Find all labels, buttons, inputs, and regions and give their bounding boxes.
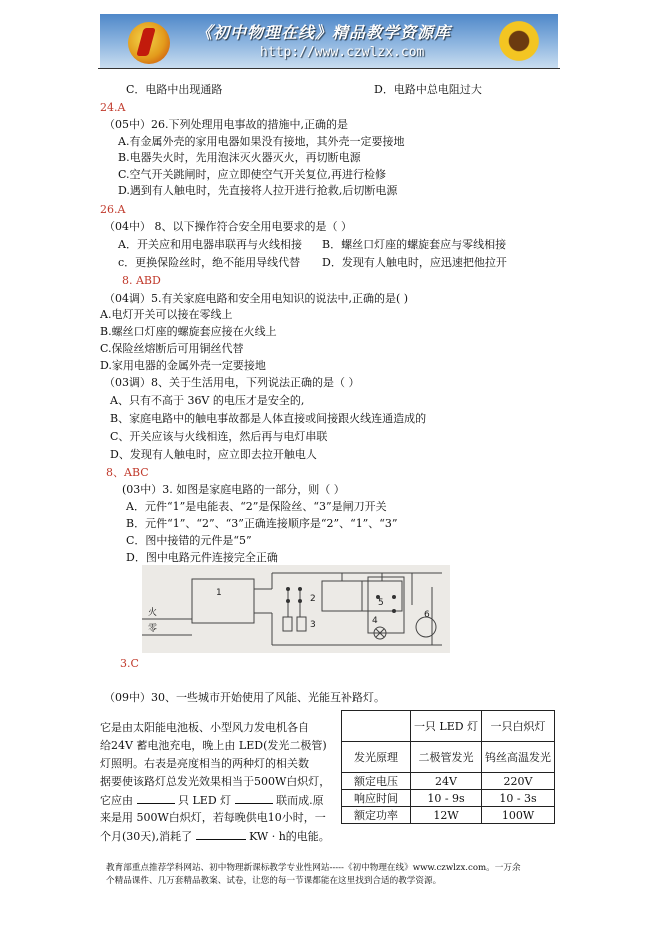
q5-option-a: A.电灯开关可以接在零线上 [100,308,233,321]
option-c: C．电路中出现通路 [126,83,223,96]
q3-option-d: D．图中电路元件连接完全正确 [126,551,278,564]
q8b-option-a: A、只有不高于 36V 的电压才是安全的, [110,394,305,407]
para-line-1: 它是由太阳能电池板、小型风力发电机各自 [100,721,309,734]
answer-24: 24.A [100,101,126,114]
para-5-part-a: 它应由 [100,794,133,807]
question-26: （05中）26.下列处理用电事故的措施中,正确的是 [104,118,348,131]
answer-8b: 8、ABC [106,466,149,479]
table-corner-cell [342,711,411,742]
table-cell: 100W [482,807,555,824]
label-5: 5 [378,598,384,608]
q26-option-d: D.遇到有人触电时，先直接将人拉开进行抢救,后切断电源 [118,184,398,197]
lamp-comparison-table [341,710,555,824]
answer-blank-energy[interactable] [196,828,246,840]
table-cell: 220V [482,773,555,790]
question-5: （04调）5.有关家庭电路和安全用电知识的说法中,正确的是( ) [104,292,409,305]
option-d: D．电路中总电阻过大 [374,83,482,96]
banner-url[interactable]: http://www.czwlzx.com [260,45,425,60]
label-2: 2 [310,594,316,604]
site-logo [128,22,170,64]
table-cell: 10 - 3s [482,790,555,807]
circuit-diagram [142,565,450,653]
sunflower-image [496,18,542,64]
table-row [342,807,555,824]
q8b-option-c: C、开关应该与火线相连，然后再与电灯串联 [110,430,328,443]
table-cell: 响应时间 [342,790,411,807]
para-line-3: 灯照明。右表是亮度相当的两种灯的相关数 [100,757,309,770]
label-6: 6 [424,610,430,620]
banner-title: 《初中物理在线》精品教学资源库 [196,23,452,42]
table-cell: 24V [411,773,482,790]
table-row [342,711,555,742]
para-7-part-a: 个月(30天),消耗了 [100,830,193,843]
table-row [342,773,555,790]
para-5-part-c: 联而成.原 [276,794,324,807]
q8a-option-d: D．发现有人触电时，应迅速把他拉开 [322,256,507,269]
table-cell: 12W [411,807,482,824]
para-line-6: 来是用 500W白炽灯，若每晚供电10小时，一 [100,811,326,824]
question-30: （09中）30、一些城市开始使用了风能、光能互补路灯。 [104,691,385,704]
table-row [342,742,555,773]
q8a-option-b: B．螺丝口灯座的螺旋套应与零线相接 [322,238,507,251]
para-7-part-b: KW · h的电能。 [249,830,330,843]
para-5-part-b: 只 LED 灯 [178,794,232,807]
table-cell: 钨丝高温发光 [482,742,555,773]
answer-26: 26.A [100,203,126,216]
q26-option-a: A.有金属外壳的家用电器如果没有接地，其外壳一定要接地 [118,135,405,148]
table-cell: 发光原理 [342,742,411,773]
question-8a: （04中） 8、以下操作符合安全用电要求的是（ ） [104,220,352,233]
label-4: 4 [372,616,378,626]
q26-option-c: C.空气开关跳闸时，应立即使空气开关复位,再进行检修 [118,168,387,181]
answer-blank-count[interactable] [137,792,175,804]
q8a-option-a: A．开关应和用电器串联再与火线相接 [118,238,302,251]
header-banner [100,14,558,68]
footer-line-2: 个精品课件、几万套精品教案、试卷，让您的每一节课都能在这里找到合适的教学资源。 [106,876,442,886]
label-1: 1 [216,588,222,598]
answer-8a: 8. ABD [122,274,161,287]
table-row [342,790,555,807]
para-line-4: 据要使该路灯总发光效果相当于500W白炽灯， [100,775,331,788]
q8b-option-d: D、发现有人触电时，应立即去拉开触电人 [110,448,317,461]
q26-option-b: B.电器失火时，先用泡沫灭火器灭火，再切断电源 [118,151,361,164]
label-fire: 火 [148,608,158,618]
label-3: 3 [310,620,316,630]
q3-option-b: B．元件“1”、“2”、“3”正确连接顺序是“2”、“1”、“3” [126,517,398,530]
question-8b: （03调）8、关于生活用电，下列说法正确的是（ ） [104,376,360,389]
q3-option-a: A．元件“1”是电能表、“2”是保险丝、“3”是闸刀开关 [126,500,387,513]
label-zero: 零 [148,624,158,634]
q8a-option-c: c．更换保险丝时，绝不能用导线代替 [118,256,301,269]
q5-option-c: C.保险丝熔断后可用铜丝代替 [100,342,244,355]
q5-option-b: B.螺丝口灯座的螺旋套应接在火线上 [100,325,277,338]
q8b-option-b: B、家庭电路中的触电事故都是人体直接或间接跟火线连通造成的 [110,412,427,425]
q5-option-d: D.家用电器的金属外壳一定要接地 [100,359,266,372]
table-cell: 二极管发光 [411,742,482,773]
header-divider [98,68,560,69]
para-line-5 [100,792,324,809]
circuit-figure [142,565,450,653]
para-line-2: 给24V 蓄电池充电，晚上由 LED(发光二极管) [100,739,327,752]
table-header-incandescent: 一只白炽灯 [482,711,555,742]
answer-blank-connection[interactable] [235,792,273,804]
para-line-7 [100,828,330,845]
table-cell: 额定功率 [342,807,411,824]
answer-3: 3.C [120,657,139,670]
table-header-led: 一只 LED 灯 [411,711,482,742]
q3-option-c: C．图中接错的元件是“5” [126,534,252,547]
table-cell: 10 - 9s [411,790,482,807]
footer-line-1: 教育部重点推荐学科网站、初中物理新课标教学专业性网站-----《初中物理在线》www.czwlzx.com。一万余 [106,863,521,873]
question-3: (03中）3. 如图是家庭电路的一部分，则（ ） [122,483,345,496]
table-cell: 额定电压 [342,773,411,790]
